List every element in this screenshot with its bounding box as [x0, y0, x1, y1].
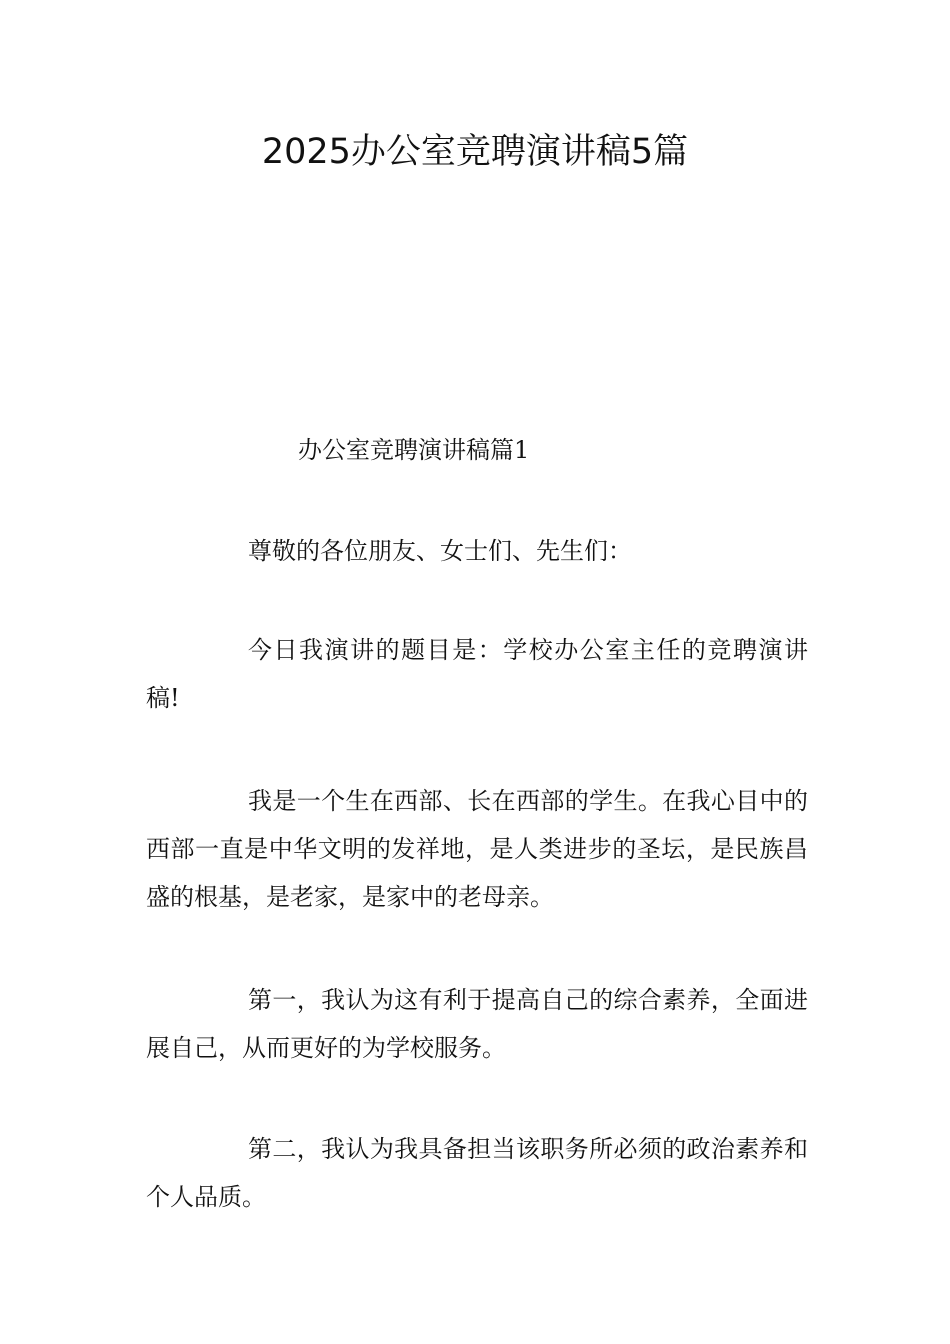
paragraph-point-two: 第二，我认为我具备担当该职务所必须的政治素养和个人品质。 [146, 1135, 808, 1211]
document-title: 2025办公室竞聘演讲稿5篇 [261, 132, 689, 172]
section-heading: 办公室竞聘演讲稿篇1 [298, 436, 530, 464]
paragraph-topic: 今日我演讲的题目是：学校办公室主任的竞聘演讲稿! [146, 636, 808, 712]
paragraph-background: 我是一个生在西部、长在西部的学生。在我心目中的西部一直是中华文明的发祥地，是人类进步的圣坛，是民族昌盛的根基，是老家，是家中的老母亲。 [146, 787, 808, 911]
paragraph-point-one: 第一，我认为这有利于提高自己的综合素养，全面进展自己，从而更好的为学校服务。 [146, 986, 808, 1062]
paragraph-greeting: 尊敬的各位朋友、女士们、先生们： [248, 537, 632, 565]
